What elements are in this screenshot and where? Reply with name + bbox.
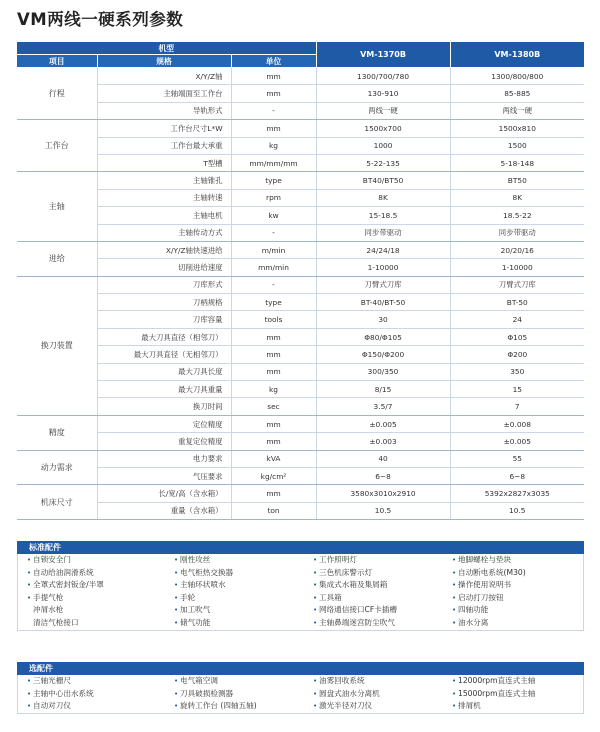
accessory-item <box>304 700 443 713</box>
value-cell-model-2: 15 <box>450 381 584 398</box>
accessory-item <box>18 617 165 630</box>
bullet-icon: • <box>313 593 318 602</box>
accessory-label: 刚性攻丝 <box>180 555 211 564</box>
accessory-item <box>304 592 443 605</box>
value-cell-model-2: 85-885 <box>450 85 584 102</box>
bullet-icon: • <box>313 677 318 685</box>
value-cell-model-1: 40 <box>316 450 450 467</box>
accessory-label: 15000rpm直连式主轴 <box>458 688 536 698</box>
value-cell-model-2: 5392x2827x3035 <box>450 485 584 502</box>
category-cell: 换刀装置 <box>17 276 97 415</box>
accessory-label: 储气功能 <box>180 617 211 627</box>
bullet-icon: • <box>174 702 179 711</box>
spec-cell: 主轴锥孔 <box>97 172 231 189</box>
unit-cell: kVA <box>231 450 316 467</box>
unit-cell: - <box>231 224 316 241</box>
table-row <box>17 154 584 171</box>
value-cell-model-2: 1500x810 <box>450 120 584 137</box>
accessory-item <box>165 554 304 567</box>
accessory-label: 自锁安全门 <box>33 555 71 564</box>
page-title: VM两线一硬系列参数 <box>17 10 184 29</box>
bullet-icon: • <box>27 677 32 685</box>
category-cell: 主轴 <box>17 172 97 242</box>
table-row <box>17 328 584 345</box>
unit-cell: mm/mm/mm <box>231 154 316 171</box>
value-cell-model-2: 同步带驱动 <box>450 224 584 241</box>
value-cell-model-1: Φ80/Φ105 <box>316 328 450 345</box>
accessory-label: 排屑机 <box>458 701 481 711</box>
table-row <box>17 381 584 398</box>
table-row <box>17 467 584 484</box>
table-row <box>17 346 584 363</box>
bullet-icon: • <box>452 606 457 615</box>
value-cell-model-2: Φ105 <box>450 328 584 345</box>
bullet-icon: • <box>452 593 457 602</box>
value-cell-model-2: 1500 <box>450 137 584 154</box>
accessory-label: 油雾回收系统 <box>319 676 365 685</box>
spec-cell: 气压要求 <box>97 467 231 484</box>
bullet-icon: • <box>452 581 457 590</box>
spec-cell: 重量（含水箱） <box>97 502 231 519</box>
accessory-label: 刀具破损检测器 <box>180 688 234 698</box>
value-cell-model-2: 刀臂式刀库 <box>450 276 584 293</box>
value-cell-model-1: BT40/BT50 <box>316 172 450 189</box>
value-cell-model-2: 7 <box>450 398 584 415</box>
accessory-label: 自动给油润滑系统 <box>33 567 94 577</box>
category-cell: 行程 <box>17 68 97 120</box>
bullet-icon: • <box>174 593 179 602</box>
value-cell-model-1: 1500x700 <box>316 120 450 137</box>
accessory-label: 手提气枪 <box>33 592 64 602</box>
unit-cell: kg <box>231 381 316 398</box>
spec-cell: 工作台尺寸L*W <box>97 120 231 137</box>
value-cell-model-1: BT-40/BT-50 <box>316 294 450 311</box>
accessory-item <box>443 675 585 688</box>
table-row <box>17 433 584 450</box>
value-cell-model-1: 3580x3010x2910 <box>316 485 450 502</box>
accessory-item <box>443 554 585 567</box>
unit-cell: type <box>231 172 316 189</box>
unit-cell: type <box>231 294 316 311</box>
value-cell-model-2: 6~8 <box>450 467 584 484</box>
accessory-label: 主轴鼻端迷宫防尘吹气 <box>319 617 395 627</box>
spec-cell: T型槽 <box>97 154 231 171</box>
bullet-icon: • <box>313 556 318 564</box>
table-row <box>17 85 584 102</box>
header-spec: 规格 <box>97 55 231 68</box>
accessory-label: 三轴光栅尺 <box>33 676 71 685</box>
accessory-item <box>304 675 443 688</box>
accessory-label: 操作使用说明书 <box>458 580 512 590</box>
unit-cell: rpm <box>231 189 316 206</box>
value-cell-model-2: 24 <box>450 311 584 328</box>
bullet-icon: • <box>452 618 457 627</box>
accessory-item <box>165 604 304 617</box>
value-cell-model-2: 10.5 <box>450 502 584 519</box>
bullet-icon: • <box>313 606 318 615</box>
spec-cell: 主轴传动方式 <box>97 224 231 241</box>
accessory-item <box>165 567 304 580</box>
value-cell-model-2: 20/20/16 <box>450 241 584 258</box>
unit-cell: m/min <box>231 241 316 258</box>
unit-cell: mm <box>231 120 316 137</box>
spec-cell: 长/宽/高（含水箱） <box>97 485 231 502</box>
bullet-icon: • <box>174 581 179 590</box>
accessory-item <box>18 554 165 567</box>
accessory-item <box>304 617 443 630</box>
bullet-icon: • <box>27 556 32 564</box>
accessory-label: 12000rpm直连式主轴 <box>458 676 536 685</box>
table-row <box>17 120 584 137</box>
accessory-label: 电气箱空调 <box>180 676 218 685</box>
bullet-icon: • <box>174 568 179 577</box>
bullet-icon: • <box>313 618 318 627</box>
value-cell-model-1: 1-10000 <box>316 259 450 276</box>
accessory-item <box>304 567 443 580</box>
value-cell-model-2: BT-50 <box>450 294 584 311</box>
header-model-label: 机型 <box>17 42 316 55</box>
value-cell-model-2: BT50 <box>450 172 584 189</box>
accessory-label: 工具箱 <box>319 592 342 602</box>
value-cell-model-1: 1000 <box>316 137 450 154</box>
accessory-item <box>18 579 165 592</box>
spec-cell: 主轴转速 <box>97 189 231 206</box>
accessory-label: 手轮 <box>180 592 196 602</box>
unit-cell: mm <box>231 328 316 345</box>
unit-cell: - <box>231 102 316 119</box>
accessory-item <box>165 592 304 605</box>
accessory-item <box>18 567 165 580</box>
spec-cell: 电力要求 <box>97 450 231 467</box>
accessory-label: 圆盘式油水分离机 <box>319 688 380 698</box>
category-cell: 进给 <box>17 241 97 276</box>
value-cell-model-2: 8K <box>450 189 584 206</box>
accessory-item <box>304 554 443 567</box>
value-cell-model-2: 1300/800/800 <box>450 68 584 85</box>
spec-cell: X/Y/Z轴 <box>97 68 231 85</box>
accessory-label: 全罩式密封钣金/半罩 <box>33 580 104 590</box>
unit-cell: mm <box>231 85 316 102</box>
spec-cell: 定位精度 <box>97 415 231 432</box>
accessory-label: 四轴功能 <box>458 605 489 615</box>
bullet-icon: • <box>27 689 32 698</box>
value-cell-model-1: 5-22-135 <box>316 154 450 171</box>
value-cell-model-1: 3.5/7 <box>316 398 450 415</box>
bullet-icon: • <box>452 556 457 564</box>
unit-cell: mm <box>231 415 316 432</box>
accessory-label: 启动打刀按钮 <box>458 592 504 602</box>
spec-cell: 换刀时间 <box>97 398 231 415</box>
accessory-label: 清洁气枪接口 <box>33 617 79 627</box>
unit-cell: mm <box>231 485 316 502</box>
bullet-icon: • <box>313 568 318 577</box>
value-cell-model-1: 300/350 <box>316 363 450 380</box>
optional-accessories-grid <box>17 675 584 714</box>
accessory-label: 自动对刀仪 <box>33 701 71 711</box>
accessory-label: 主轴中心出水系统 <box>33 688 94 698</box>
bullet-icon: • <box>313 581 318 590</box>
accessory-item <box>443 567 585 580</box>
accessory-label: 集成式水箱及集屑箱 <box>319 580 388 590</box>
table-row <box>17 172 584 189</box>
value-cell-model-2: Φ200 <box>450 346 584 363</box>
bullet-icon: • <box>27 593 32 602</box>
value-cell-model-2: 1-10000 <box>450 259 584 276</box>
category-cell: 精度 <box>17 415 97 450</box>
value-cell-model-1: Φ150/Φ200 <box>316 346 450 363</box>
accessory-label: 旋转工作台 (四轴五轴) <box>180 701 257 711</box>
bullet-icon: • <box>27 702 32 711</box>
accessory-item <box>443 592 585 605</box>
bullet-icon: • <box>174 689 179 698</box>
bullet-icon: • <box>452 568 457 577</box>
accessory-item <box>443 700 585 713</box>
accessory-label: 工作照明灯 <box>319 555 357 564</box>
table-row <box>17 450 584 467</box>
unit-cell: mm <box>231 433 316 450</box>
accessory-label: 主轴环状喷水 <box>180 580 226 590</box>
spec-cell: 刀柄规格 <box>97 294 231 311</box>
category-cell: 动力需求 <box>17 450 97 485</box>
spec-cell: 刀库形式 <box>97 276 231 293</box>
accessory-item <box>165 688 304 701</box>
accessory-item <box>165 579 304 592</box>
table-row <box>17 276 584 293</box>
optional-accessories-title: 选配件 <box>17 662 584 675</box>
bullet-icon: • <box>174 677 179 685</box>
accessory-item <box>165 675 304 688</box>
value-cell-model-1: ±0.003 <box>316 433 450 450</box>
table-row <box>17 294 584 311</box>
table-row <box>17 241 584 258</box>
accessory-label: 地脚螺栓与垫块 <box>458 555 512 564</box>
accessory-item <box>18 700 165 713</box>
bullet-icon: • <box>174 556 179 564</box>
value-cell-model-1: 两线一硬 <box>316 102 450 119</box>
accessory-item <box>304 688 443 701</box>
accessory-item <box>165 700 304 713</box>
table-row <box>17 68 584 85</box>
accessory-item <box>443 579 585 592</box>
bullet-icon: • <box>27 581 32 590</box>
unit-cell: kg/cm² <box>231 467 316 484</box>
header-model-2: VM-1380B <box>450 42 584 68</box>
table-row <box>17 363 584 380</box>
accessory-item <box>443 688 585 701</box>
optional-accessories-section <box>17 662 584 714</box>
table-row <box>17 102 584 119</box>
accessory-item <box>165 617 304 630</box>
category-cell: 工作台 <box>17 120 97 172</box>
accessory-item <box>18 688 165 701</box>
category-cell: 机床尺寸 <box>17 485 97 520</box>
value-cell-model-2: 350 <box>450 363 584 380</box>
value-cell-model-2: 55 <box>450 450 584 467</box>
accessory-label: 冲屑水枪 <box>33 605 64 615</box>
unit-cell: mm <box>231 68 316 85</box>
unit-cell: mm/min <box>231 259 316 276</box>
spec-table <box>17 42 584 520</box>
spec-cell: 刀库容量 <box>97 311 231 328</box>
value-cell-model-1: 24/24/18 <box>316 241 450 258</box>
accessory-item <box>18 675 165 688</box>
table-row <box>17 311 584 328</box>
value-cell-model-2: 18.5-22 <box>450 207 584 224</box>
unit-cell: mm <box>231 346 316 363</box>
table-row <box>17 485 584 502</box>
accessory-label: 激光半径对刀仪 <box>319 701 373 711</box>
accessory-item <box>443 604 585 617</box>
standard-accessories-title: 标准配件 <box>17 541 584 554</box>
value-cell-model-1: 1300/700/780 <box>316 68 450 85</box>
unit-cell: mm <box>231 363 316 380</box>
value-cell-model-1: 130-910 <box>316 85 450 102</box>
bullet-icon: • <box>174 618 179 627</box>
value-cell-model-2: 5-18-148 <box>450 154 584 171</box>
spec-cell: 切削进给速度 <box>97 259 231 276</box>
unit-cell: ton <box>231 502 316 519</box>
value-cell-model-2: ±0.008 <box>450 415 584 432</box>
value-cell-model-1: 8K <box>316 189 450 206</box>
bullet-icon: • <box>452 689 457 698</box>
value-cell-model-1: ±0.005 <box>316 415 450 432</box>
table-row <box>17 415 584 432</box>
accessory-item <box>304 604 443 617</box>
accessory-item <box>18 592 165 605</box>
accessory-label: 油水分离 <box>458 617 489 627</box>
header-item: 项目 <box>17 55 97 68</box>
spec-cell: 主轴端面至工作台 <box>97 85 231 102</box>
unit-cell: tools <box>231 311 316 328</box>
standard-accessories-grid <box>17 554 584 631</box>
bullet-icon: • <box>313 702 318 711</box>
bullet-icon: • <box>452 677 457 685</box>
table-row <box>17 207 584 224</box>
header-model-1: VM-1370B <box>316 42 450 68</box>
unit-cell: kg <box>231 137 316 154</box>
table-row <box>17 259 584 276</box>
spec-cell: 最大刀具重量 <box>97 381 231 398</box>
value-cell-model-1: 30 <box>316 311 450 328</box>
table-header-row <box>17 42 584 55</box>
accessory-item <box>304 579 443 592</box>
accessory-label: 网络通信接口CF卡插槽 <box>319 605 398 615</box>
unit-cell: - <box>231 276 316 293</box>
accessory-item <box>443 617 585 630</box>
value-cell-model-2: 两线一硬 <box>450 102 584 119</box>
value-cell-model-1: 15-18.5 <box>316 207 450 224</box>
accessory-item <box>18 604 165 617</box>
bullet-icon: • <box>452 702 457 711</box>
spec-cell: X/Y/Z轴快速进给 <box>97 241 231 258</box>
spec-cell: 最大刀具直径（无相邻刀） <box>97 346 231 363</box>
table-row <box>17 502 584 519</box>
table-row <box>17 137 584 154</box>
accessory-label: 三色机床警示灯 <box>319 567 373 577</box>
accessory-label: 电气柜热交换器 <box>180 567 234 577</box>
unit-cell: sec <box>231 398 316 415</box>
accessory-label: 自动断电系统(M30) <box>458 567 526 577</box>
value-cell-model-1: 6~8 <box>316 467 450 484</box>
table-row <box>17 189 584 206</box>
unit-cell: kw <box>231 207 316 224</box>
accessory-label: 加工吹气 <box>180 605 211 615</box>
value-cell-model-1: 10.5 <box>316 502 450 519</box>
spec-cell: 主轴电机 <box>97 207 231 224</box>
table-row <box>17 224 584 241</box>
bullet-icon: • <box>27 568 32 577</box>
table-row <box>17 398 584 415</box>
bullet-icon: • <box>174 606 179 615</box>
spec-cell: 导轨形式 <box>97 102 231 119</box>
standard-accessories-section <box>17 541 584 631</box>
value-cell-model-1: 刀臂式刀库 <box>316 276 450 293</box>
spec-cell: 最大刀具直径（相邻刀） <box>97 328 231 345</box>
spec-cell: 重复定位精度 <box>97 433 231 450</box>
value-cell-model-1: 同步带驱动 <box>316 224 450 241</box>
spec-cell: 最大刀具长度 <box>97 363 231 380</box>
value-cell-model-2: ±0.005 <box>450 433 584 450</box>
spec-cell: 工作台最大承重 <box>97 137 231 154</box>
bullet-icon: • <box>313 689 318 698</box>
header-unit: 单位 <box>231 55 316 68</box>
value-cell-model-1: 8/15 <box>316 381 450 398</box>
